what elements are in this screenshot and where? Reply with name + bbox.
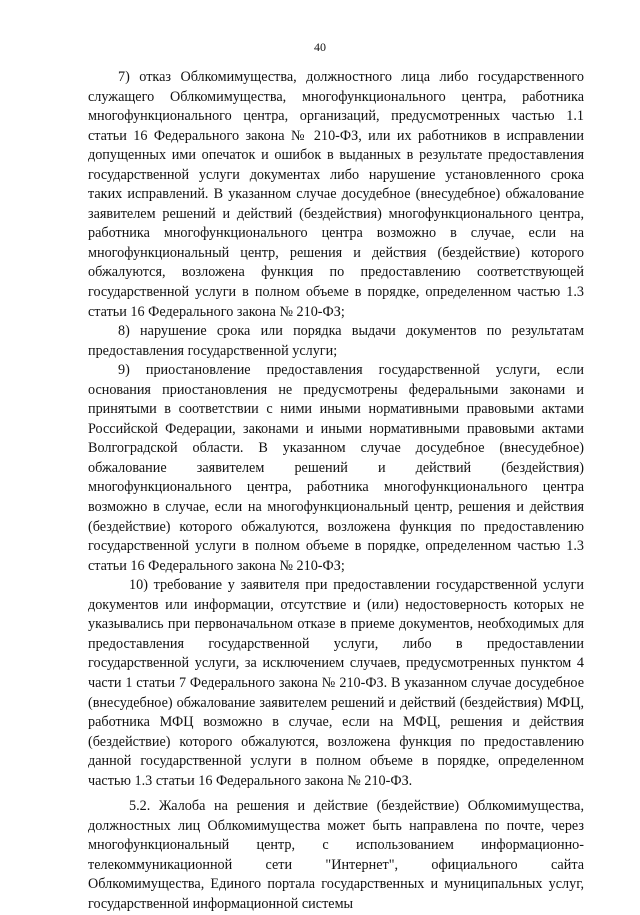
paragraph-item-10: 10) требование у заявителя при предоставлении государственной услуги документов или информации, отсутствие и (или) недостоверность которых не указывались при первоначальном отказе в приеме документов, необходимых для предоставления государственной услуги, либо в предоставлении государственной услуги, за исключением случаев, предусмотренных пунктом 4 части 1 статьи 7 Федерального закона № 210-ФЗ. В указанном случае досудебное (внесудебное) обжалование заявителем решений и действий (бездействия) МФЦ, работника МФЦ возможно в случае, если на МФЦ, решения и действия (бездействие) которого обжалуются, возложена функция по предоставлению данной государственной услуги в полном объеме в порядке, определенном частью 1.3 статьи 16 Федерального закона № 210-ФЗ. <box>88 577 584 789</box>
page-number: 40 <box>314 40 326 54</box>
paragraph-item-7: 7) отказ Облкомимущества, должностного лица либо государственного служащего Облкомимущества, многофункционального центра, работника многофункционального центра, организаций, предусмотренных частью 1.1 статьи 16 Федерального закона № 210-ФЗ, или их работников в исправлении допущенных ими опечаток и ошибок в выданных в результате предоставления государственной услуги документах либо нарушение установленного срока таких исправлений. В указанном случае досудебное (внесудебное) обжалование заявителем решений и действий (бездействия) многофункционального центра, работника многофункционального центра возможно в случае, если на многофункциональный центр, решения и действия (бездействие) которого обжалуются, возложена функция по предоставлению соответствующей государственной услуги в полном объеме в порядке, определенном частью 1.3 статьи 16 Федерального закона № 210-ФЗ; <box>88 69 584 320</box>
paragraph-section-5-2: 5.2. Жалоба на решения и действие (бездействие) Облкомимущества, должностных лиц Облкомимущества может быть направлена по почте, через многофункциональный центр, с использованием информационно-телекоммуникационной сети "Интернет", официального сайта Облкомимущества, Единого портала государственных и муниципальных услуг, государственной информационной системы <box>88 798 584 912</box>
paragraph-item-9: 9) приостановление предоставления государственной услуги, если основания приостановления не предусмотрены федеральными законами и принятыми в соответствии с ними иными нормативными правовыми актами Российской Федерации, законами и иными нормативными правовыми актами Волгоградской области. В указанном случае досудебное (внесудебное) обжалование заявителем решений и действий (бездействия) многофункционального центра, работника многофункционального центра возможно в случае, если на многофункциональный центр, решения и действия (бездействие) которого обжалуются, возложена функция по предоставлению государственной услуги в полном объеме в порядке, определенном частью 1.3 статьи 16 Федерального закона № 210-ФЗ; <box>88 362 584 574</box>
paragraph-item-8: 8) нарушение срока или порядка выдачи документов по результатам предоставления государственной услуги; <box>88 323 584 359</box>
document-body <box>88 68 584 915</box>
